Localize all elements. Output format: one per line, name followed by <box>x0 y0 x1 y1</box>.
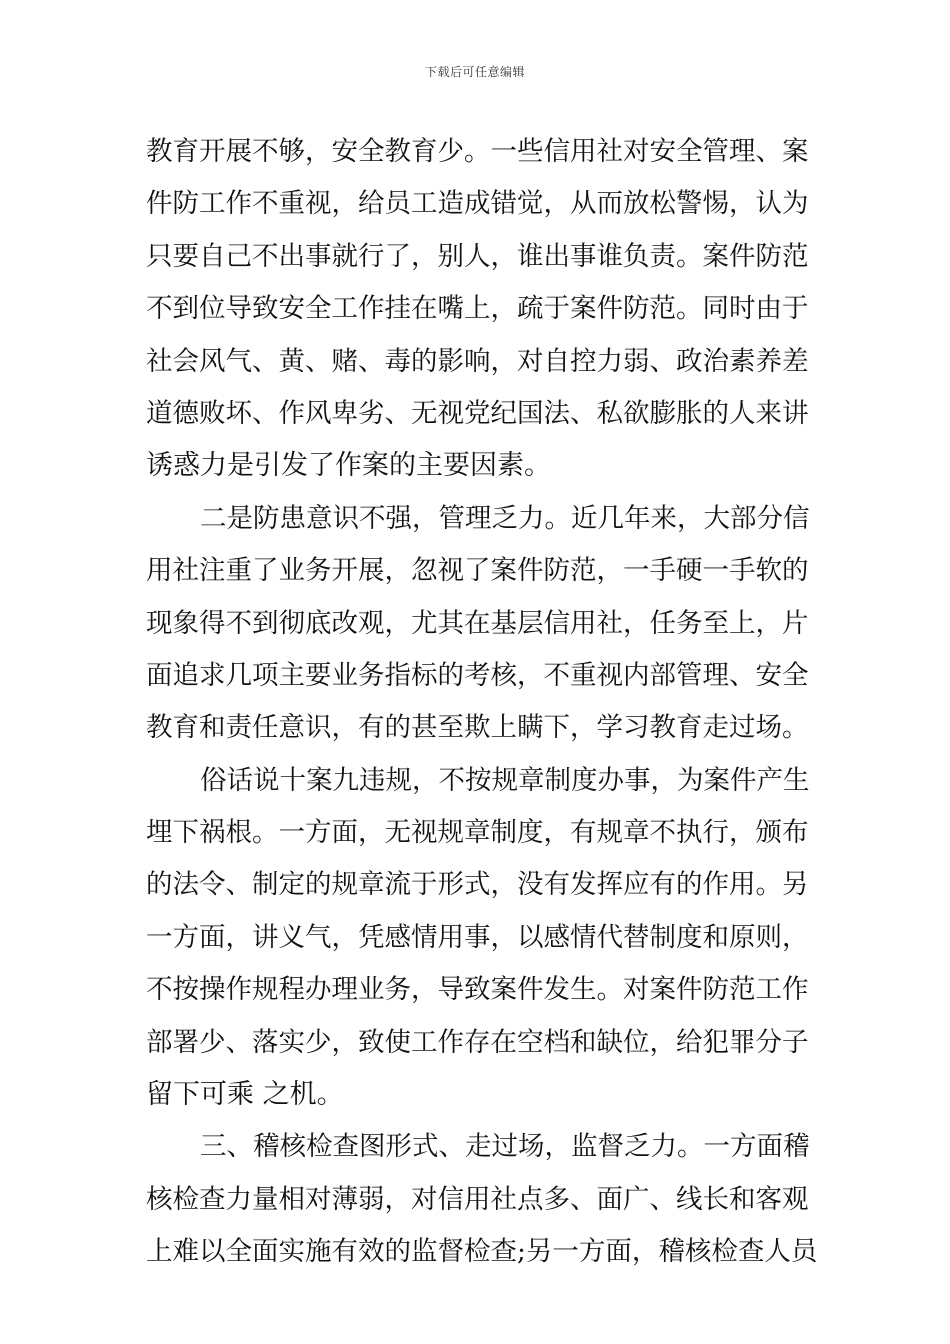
text-line: 只要自己不出事就行了，别人，谁出事谁负责。案件防范 <box>146 240 809 272</box>
page-header: 下载后可任意编辑 <box>424 65 525 79</box>
paragraph-first-line: 二是防患意识不强，管理乏力。近几年来，大部分信 <box>200 502 810 534</box>
paragraph-first-line: 三、稽核检查图形式、走过场，监督乏力。一方面稽 <box>200 1131 810 1163</box>
text-line: 上难以全面实施有效的监督检查;另一方面，稽核检查人员 <box>146 1236 818 1268</box>
text-line: 道德败坏、作风卑劣、无视党纪国法、私欲膨胀的人来讲 <box>146 397 809 429</box>
text-line: 不按操作规程办理业务，导致案件发生。对案件防范工作 <box>146 974 809 1006</box>
text-line: 不到位导致安全工作挂在嘴上，疏于案件防范。同时由于 <box>146 293 809 325</box>
text-line: 用社注重了业务开展，忽视了案件防范，一手硬一手软的 <box>146 555 809 587</box>
text-line: 一方面，讲义气，凭感情用事，以感情代替制度和原则， <box>146 921 809 953</box>
text-line: 的法令、制定的规章流于形式，没有发挥应有的作用。另 <box>146 869 809 901</box>
text-line: 诱惑力是引发了作案的主要因素。 <box>146 450 551 482</box>
text-line: 留下可乘 之机。 <box>146 1079 344 1111</box>
document-body <box>146 126 818 1279</box>
text-line: 部署少、落实少，致使工作存在空档和缺位，给犯罪分子 <box>146 1026 809 1058</box>
text-line: 埋下祸根。一方面，无视规章制度，有规章不执行，颁布 <box>146 817 809 849</box>
text-line: 教育开展不够，安全教育少。一些信用社对安全管理、案 <box>146 136 809 167</box>
text-line: 件防工作不重视，给员工造成错觉，从而放松警惕，认为 <box>146 188 809 220</box>
paragraph-first-line: 俗话说十案九违规，不按规章制度办事，为案件产生 <box>200 764 810 796</box>
text-line: 面追求几项主要业务指标的考核，不重视内部管理、安全 <box>146 659 809 691</box>
text-line: 社会风气、黄、赌、毒的影响，对自控力弱、政治素养差 <box>146 345 809 377</box>
text-line: 现象得不到彻底改观，尤其在基层信用社，任务至上，片 <box>146 607 809 639</box>
text-line: 核检查力量相对薄弱，对信用社点多、面广、线长和客观 <box>146 1183 809 1215</box>
text-line: 教育和责任意识，有的甚至欺上瞒下，学习教育走过场。 <box>146 712 809 744</box>
